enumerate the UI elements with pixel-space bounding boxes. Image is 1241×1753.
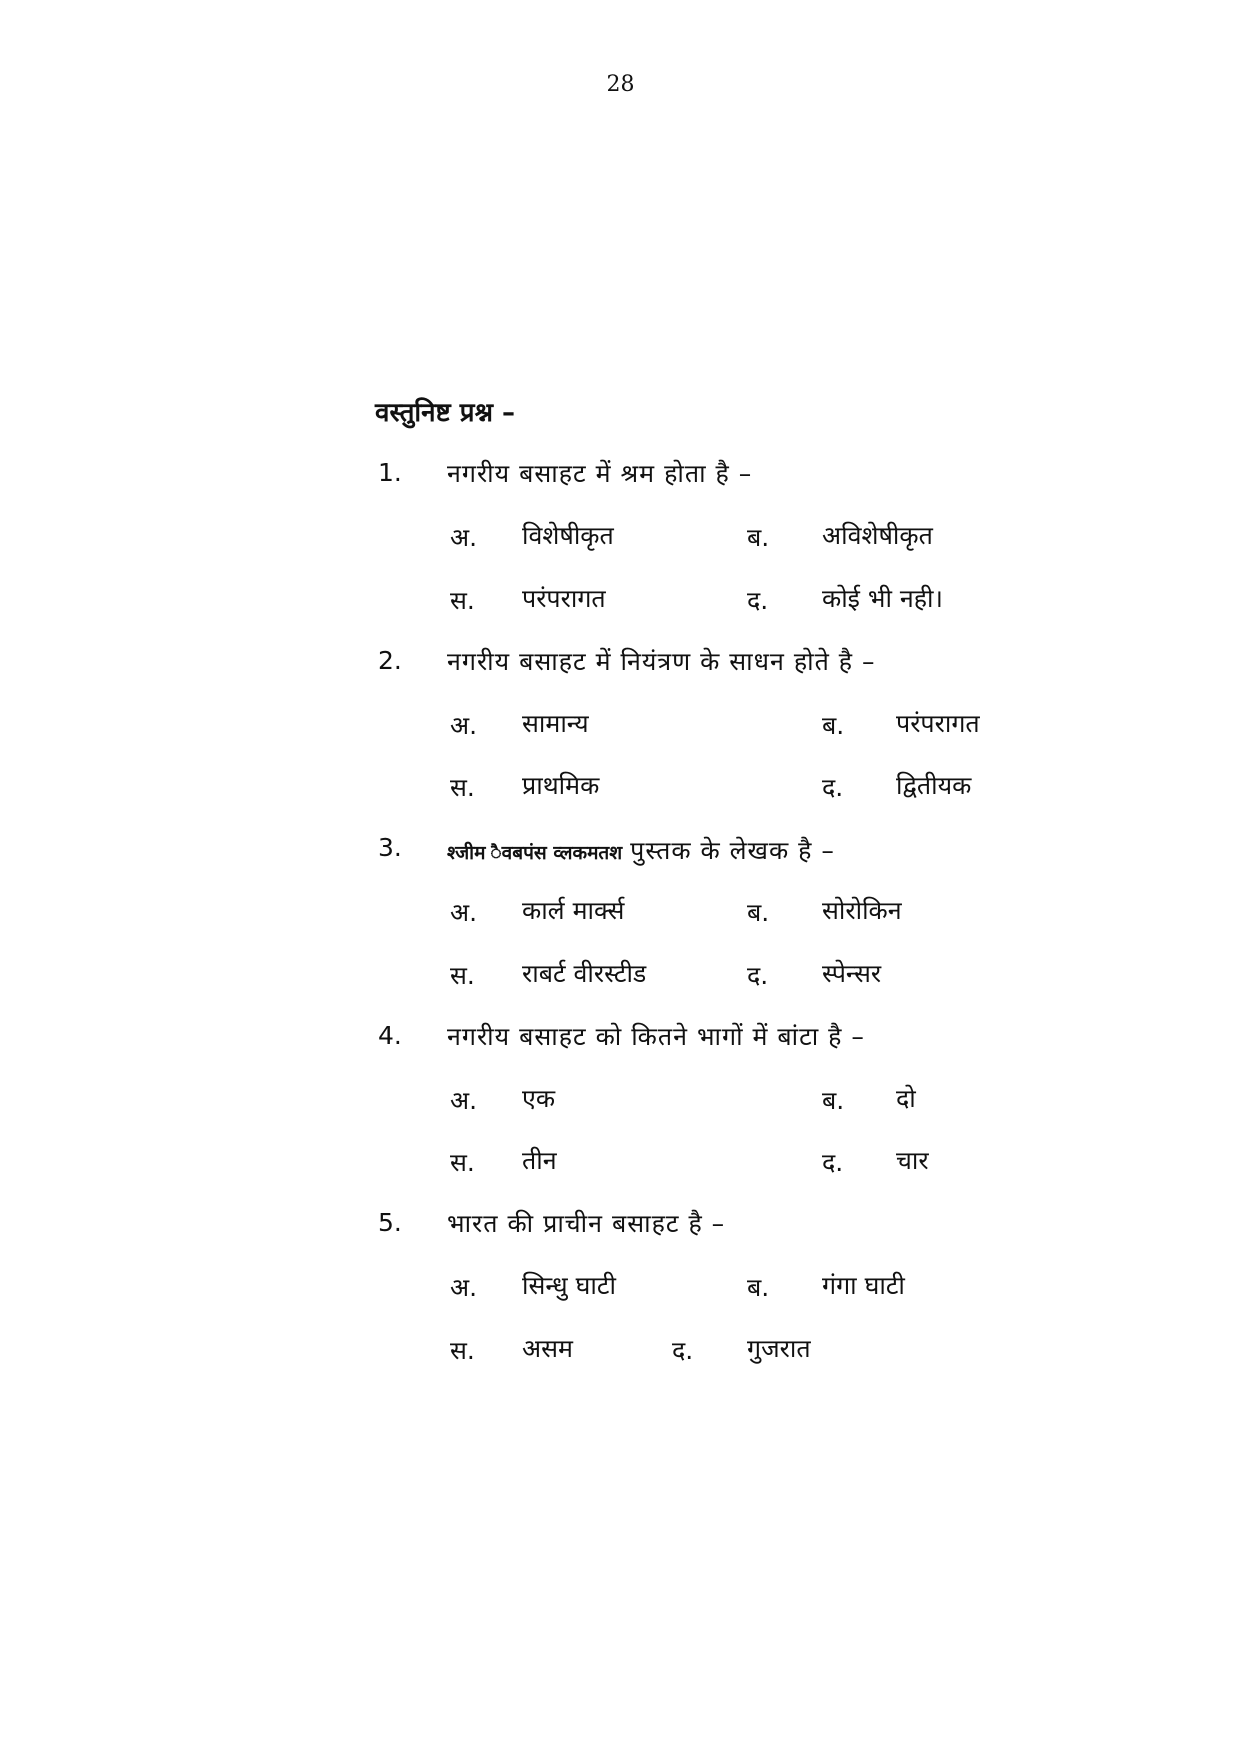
option-text: स्पेन्सर xyxy=(822,959,882,988)
section-heading: वस्तुनिष्ट प्रश्न – xyxy=(375,398,516,428)
question-text: नगरीय बसाहट में श्रम होता है – xyxy=(447,459,753,488)
question-text: भारत की प्राचीन बसाहट है – xyxy=(447,1209,726,1238)
option-label: ब. xyxy=(822,1086,845,1115)
option-label: अ. xyxy=(450,711,478,740)
option-text: दो xyxy=(896,1084,916,1113)
option-label: स. xyxy=(450,1336,475,1365)
option-text: परंपरागत xyxy=(522,584,606,613)
option-label: अ. xyxy=(450,523,478,552)
option-label: द. xyxy=(822,773,844,802)
question-number: 3. xyxy=(378,833,402,862)
question-number: 5. xyxy=(378,1208,402,1237)
option-label: स. xyxy=(450,586,475,615)
option-text: द्वितीयक xyxy=(896,771,972,800)
question-text: पुस्तक के लेखक है – xyxy=(630,836,835,865)
option-label: द. xyxy=(822,1148,844,1177)
question-text: नगरीय बसाहट में नियंत्रण के साधन होते है – xyxy=(447,647,876,676)
option-label: अ. xyxy=(450,1273,478,1302)
question-number: 1. xyxy=(378,458,402,487)
option-label: द. xyxy=(672,1336,694,1365)
option-label: ब. xyxy=(822,711,845,740)
option-label: स. xyxy=(450,1148,475,1177)
option-text: एक xyxy=(522,1084,556,1113)
option-label: ब. xyxy=(747,523,770,552)
option-label: ब. xyxy=(747,1273,770,1302)
option-text: कार्ल मार्क्स xyxy=(522,896,625,925)
option-text: चार xyxy=(896,1146,929,1175)
question-text: नगरीय बसाहट को कितने भागों में बांटा है – xyxy=(447,1022,865,1051)
book-title-text: श्जीम ैवबपंस व्लकमतश xyxy=(447,842,623,864)
option-label: द. xyxy=(747,961,769,990)
option-label: स. xyxy=(450,773,475,802)
option-text: गुजरात xyxy=(747,1334,811,1363)
option-text: सिन्धु घाटी xyxy=(522,1271,616,1300)
option-text: अविशेषीकृत xyxy=(822,521,933,550)
question-number: 2. xyxy=(378,646,402,675)
option-text: गंगा घाटी xyxy=(822,1271,905,1300)
option-label: स. xyxy=(450,961,475,990)
option-label: अ. xyxy=(450,898,478,927)
page-number: 28 xyxy=(606,72,635,97)
option-text: परंपरागत xyxy=(896,709,980,738)
option-text: सामान्य xyxy=(522,709,589,738)
option-label: द. xyxy=(747,586,769,615)
option-label: अ. xyxy=(450,1086,478,1115)
question-number: 4. xyxy=(378,1021,402,1050)
option-text: असम xyxy=(522,1334,573,1363)
option-label: ब. xyxy=(747,898,770,927)
option-text: तीन xyxy=(522,1146,557,1175)
option-text: राबर्ट वीरस्टीड xyxy=(522,959,647,988)
option-text: सोरोकिन xyxy=(822,896,902,925)
option-text: प्राथमिक xyxy=(522,771,600,800)
option-text: विशेषीकृत xyxy=(522,521,614,550)
option-text: कोई भी नही। xyxy=(822,584,943,613)
